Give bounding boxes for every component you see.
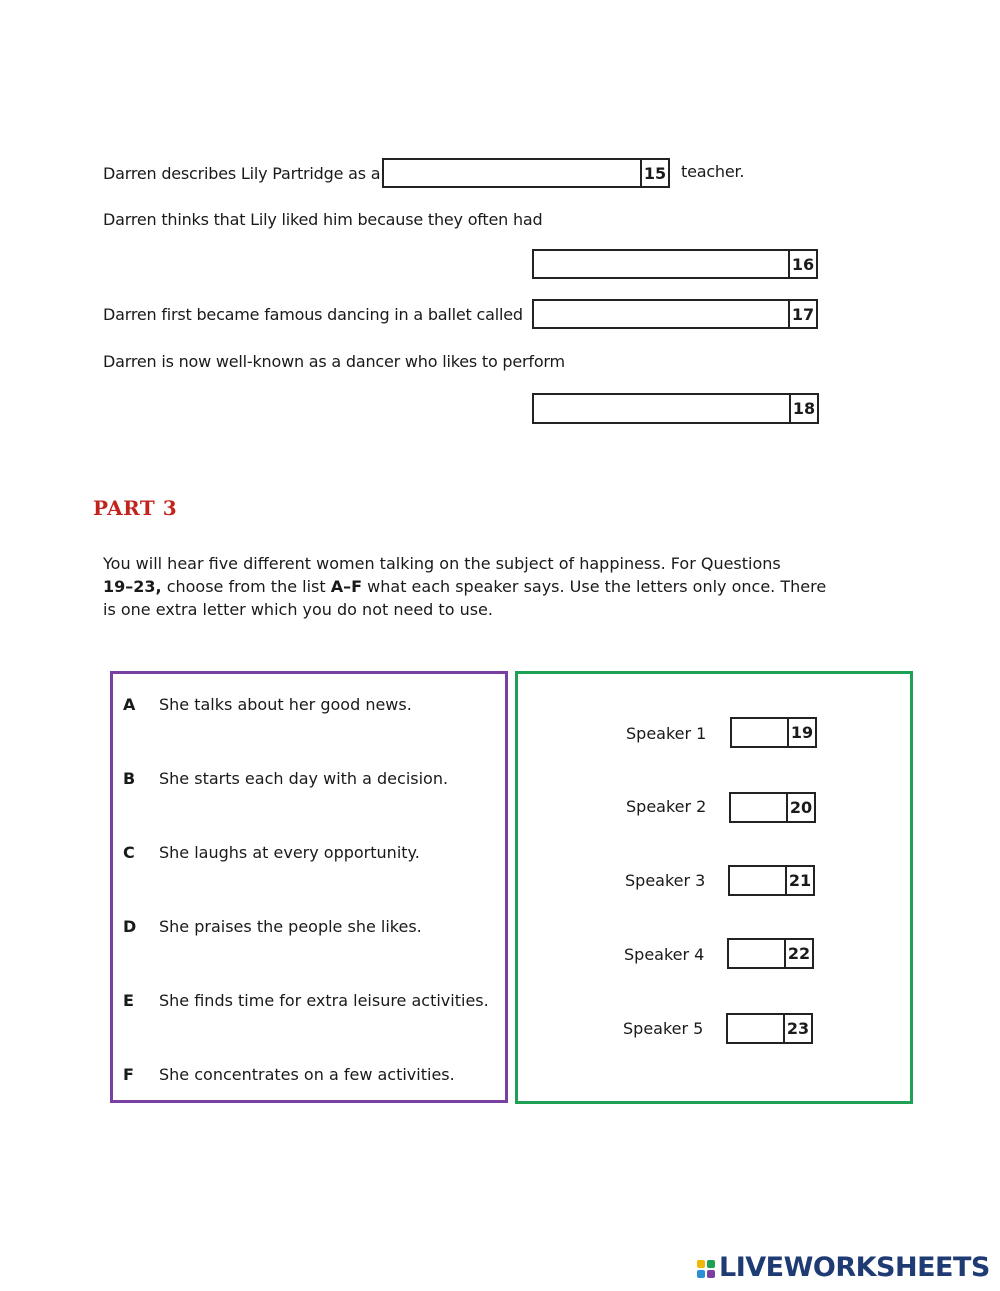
option-letter: A	[123, 695, 136, 714]
instructions-line2b: what each speaker says. Use the letters only once. There	[367, 577, 827, 596]
speaker-answer-box	[727, 938, 814, 969]
option-letter: B	[123, 769, 136, 788]
speaker-3-answer-input[interactable]	[730, 867, 785, 894]
speaker-label: Speaker 2	[626, 797, 707, 816]
option-letter: C	[123, 843, 135, 862]
speaker-answer-box	[730, 717, 817, 748]
speaker-answer-box	[729, 792, 816, 823]
option-c	[123, 843, 420, 862]
speaker-label: Speaker 3	[625, 871, 706, 890]
option-text: She starts each day with a decision.	[159, 769, 449, 788]
option-e	[123, 991, 489, 1010]
speakers-panel	[515, 671, 913, 1104]
q17-answer-input[interactable]	[534, 301, 788, 327]
logo-square	[697, 1270, 705, 1278]
speaker-label: Speaker 1	[626, 724, 707, 743]
q15-number: 15	[640, 160, 668, 186]
speaker-number: 21	[785, 867, 813, 894]
q15-answer-box	[382, 158, 670, 188]
q16-answer-box	[532, 249, 818, 279]
speaker-2-answer-input[interactable]	[731, 794, 786, 821]
option-text: She concentrates on a few activities.	[159, 1065, 455, 1084]
instructions-line2a: choose from the list	[166, 577, 326, 596]
instructions-line1: You will hear five different women talking on the subject of happiness. For Questions	[103, 554, 781, 573]
instructions-question-range: 19–23,	[103, 577, 162, 596]
option-letter: F	[123, 1065, 134, 1084]
logo-square	[697, 1260, 705, 1268]
part-title: PART 3	[93, 496, 178, 520]
logo-square	[707, 1270, 715, 1278]
q18-answer-input[interactable]	[534, 395, 789, 422]
option-text: She finds time for extra leisure activities.	[159, 991, 489, 1010]
q18-prompt: Darren is now well-known as a dancer who likes to perform	[103, 352, 565, 371]
option-text: She laughs at every opportunity.	[159, 843, 420, 862]
speaker-label: Speaker 5	[623, 1019, 704, 1038]
speaker-4-answer-input[interactable]	[729, 940, 784, 967]
instructions-line3: is one extra letter which you do not need to use.	[103, 600, 493, 619]
q17-number: 17	[788, 301, 816, 327]
option-text: She praises the people she likes.	[159, 917, 422, 936]
liveworksheets-logo[interactable]	[697, 1252, 990, 1283]
q16-number: 16	[788, 251, 816, 277]
q18-number: 18	[789, 395, 817, 422]
option-letter: E	[123, 991, 134, 1010]
q15-suffix: teacher.	[681, 162, 745, 181]
speaker-answer-box	[728, 865, 815, 896]
speaker-number: 20	[786, 794, 814, 821]
logo-text: LIVEWORKSHEETS	[719, 1252, 990, 1283]
instructions-letter-range: A–F	[330, 577, 363, 596]
speaker-answer-box	[726, 1013, 813, 1044]
q15-prefix: Darren describes Lily Partridge as a	[103, 164, 381, 183]
logo-square	[707, 1260, 715, 1268]
q15-answer-input[interactable]	[384, 160, 640, 186]
option-b	[123, 769, 448, 788]
speaker-label: Speaker 4	[624, 945, 705, 964]
option-f	[123, 1065, 455, 1084]
option-a	[123, 695, 412, 714]
q16-answer-input[interactable]	[534, 251, 788, 277]
q17-answer-box	[532, 299, 818, 329]
speaker-number: 23	[783, 1015, 811, 1042]
option-text: She talks about her good news.	[159, 695, 412, 714]
option-d	[123, 917, 422, 936]
part3-instructions	[103, 552, 843, 621]
speaker-number: 22	[784, 940, 812, 967]
q16-prompt: Darren thinks that Lily liked him because they often had	[103, 210, 543, 229]
q17-prefix: Darren first became famous dancing in a ballet called	[103, 305, 523, 324]
options-panel	[110, 671, 508, 1103]
logo-squares-icon	[697, 1260, 715, 1278]
speaker-5-answer-input[interactable]	[728, 1015, 783, 1042]
q18-answer-box	[532, 393, 819, 424]
speaker-1-answer-input[interactable]	[732, 719, 787, 746]
speaker-number: 19	[787, 719, 815, 746]
option-letter: D	[123, 917, 137, 936]
